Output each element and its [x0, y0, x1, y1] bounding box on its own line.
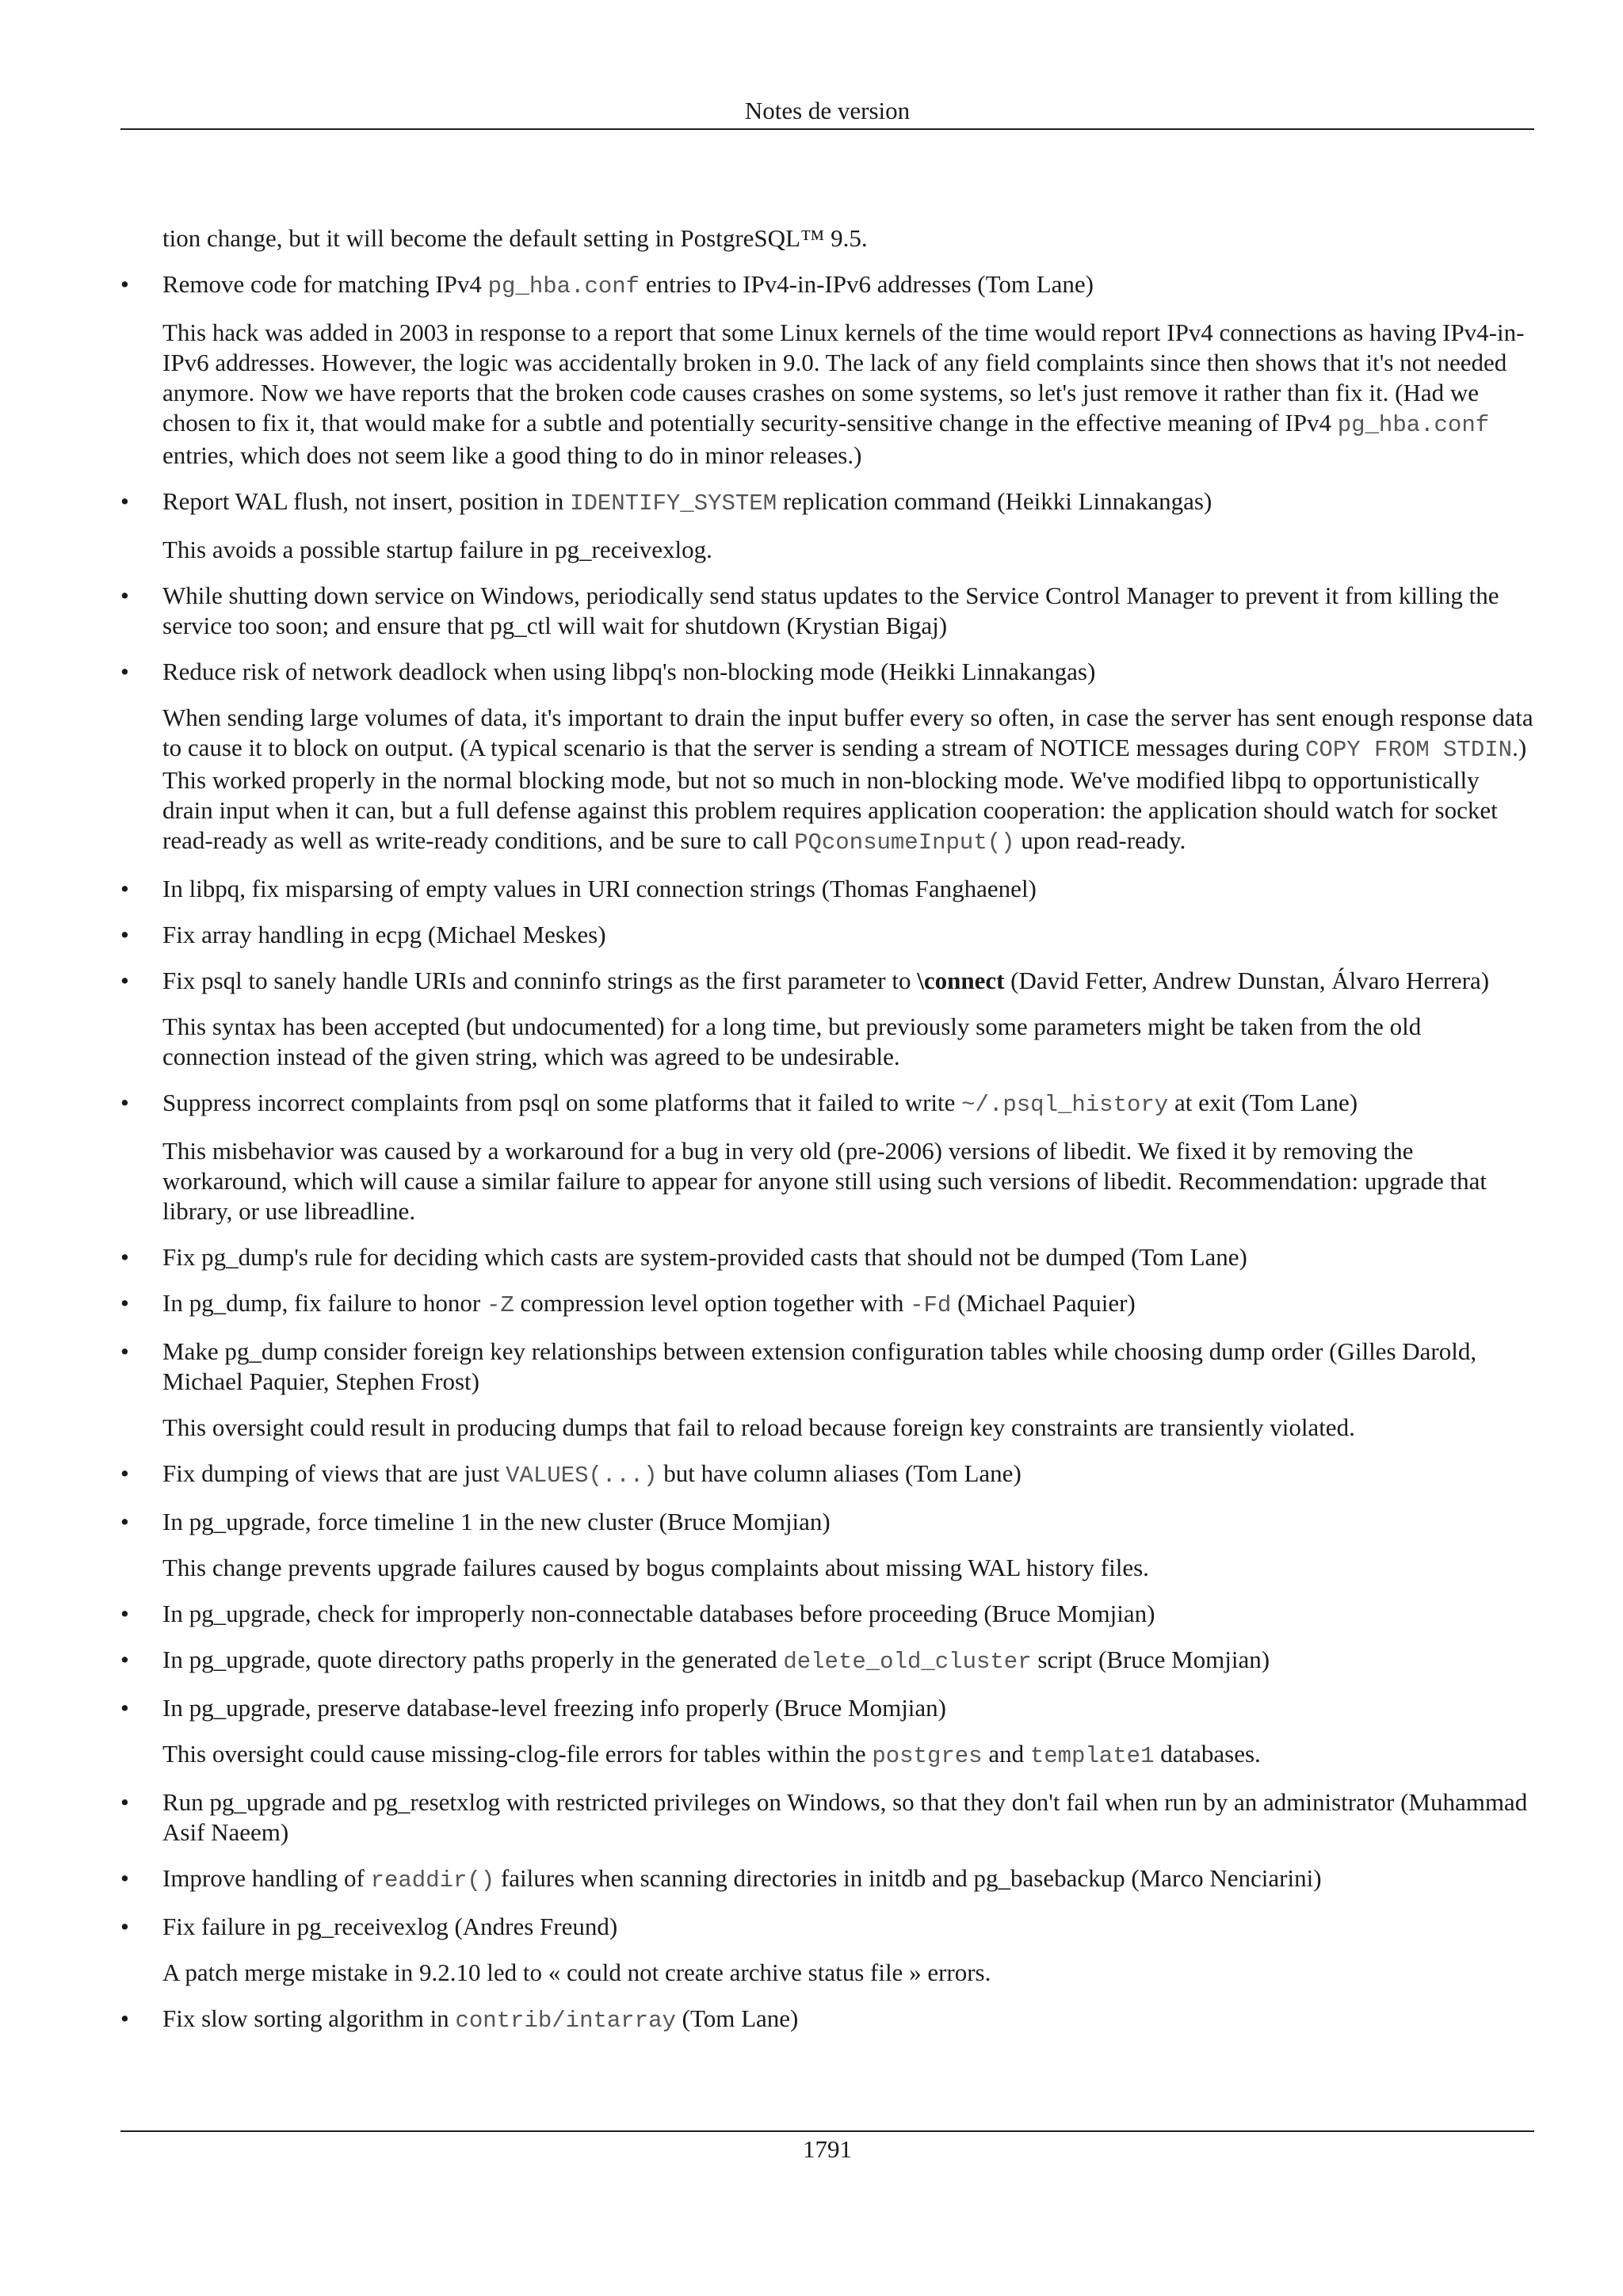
list-item: • Improve handling of readdir() failures when scanning directories in initdb and pg_basebackup (Marco Nenciarini) [120, 1864, 1322, 1894]
list-item: • Report WAL flush, not insert, position in IDENTIFY_SYSTEM replication command (Heikki Linnakangas) [120, 487, 1212, 517]
code-literal: COPY FROM STDIN [1305, 737, 1513, 763]
list-item: • Fix dumping of views that are just VALUES(...) but have column aliases (Tom Lane) [120, 1459, 1022, 1489]
list-item: • In pg_upgrade, check for improperly non-connectable databases before proceeding (Bruce Momjian) [120, 1600, 1155, 1627]
paragraph: This avoids a possible startup failure in pg_receivexlog. [162, 536, 712, 563]
bullet-icon: • [120, 582, 129, 609]
paragraph: tion change, but it will become the default setting in PostgreSQL™ 9.5. [162, 224, 868, 252]
code-literal: readdir() [370, 1867, 495, 1894]
bullet-icon: • [120, 875, 129, 902]
code-literal: postgres [872, 1743, 983, 1769]
paragraph: When sending large volumes of data, it's important to drain the input buffer every so often, in case the server has sent enough response data to cause it to block on output. (A typical scenario is that the server is sending a stream of NOTICE messages during COPY FROM STDIN.) This worked properly in the normal blocking mode, but not so much in non-blocking mode. We've modified libpq to opportunistically drain input when it can, but a full defense against this problem requires application cooperation: the application should watch for socket read-ready as well as write-ready conditions, and be sure to call PQconsumeInput() upon read-ready. [162, 704, 1533, 856]
paragraph: This syntax has been accepted (but undocumented) for a long time, but previously some parameters might be taken from the old connection instead of the given string, which was agreed to be undesirable. [162, 1013, 1422, 1070]
paragraph: This change prevents upgrade failures caused by bogus complaints about missing WAL history files. [162, 1554, 1149, 1581]
list-item: • While shutting down service on Windows, periodically send status updates to the Service Control Manager to prevent it from killing the service too soon; and ensure that pg_ctl will wait for shutdown (Krystian Bigaj) [120, 582, 1499, 639]
list-item: • In pg_upgrade, force timeline 1 in the new cluster (Bruce Momjian) [120, 1508, 831, 1535]
bullet-icon: • [120, 967, 129, 994]
list-item: • Fix failure in pg_receivexlog (Andres Freund) [120, 1913, 618, 1940]
paragraph: This oversight could result in producing dumps that fail to reload because foreign key constraints are transiently violated. [162, 1413, 1355, 1441]
list-item: • Fix pg_dump's rule for deciding which casts are system-provided casts that should not be dumped (Tom Lane) [120, 1243, 1247, 1271]
bullet-icon: • [120, 1694, 129, 1722]
bullet-icon: • [120, 487, 129, 515]
list-item: • Fix array handling in ecpg (Michael Meskes) [120, 921, 606, 948]
command-name: \connect [917, 967, 1005, 994]
bullet-icon: • [120, 1508, 129, 1535]
page-number: 1791 [803, 2135, 852, 2163]
code-literal: contrib/intarray [455, 2008, 676, 2034]
code-literal: PQconsumeInput() [794, 830, 1015, 856]
paragraph: This misbehavior was caused by a workaround for a bug in very old (pre-2006) versions of libedit. We fixed it by removing the workaround, which will cause a similar failure to appear for anyone still using such versions of libedit. Recommendation: upgrade that library, or use libreadline. [162, 1137, 1487, 1225]
list-item: • Fix psql to sanely handle URIs and conninfo strings as the first parameter to \connect (David Fetter, Andrew Dunstan, Álvaro Herrera) [120, 967, 1490, 994]
bullet-icon: • [120, 1089, 129, 1116]
list-item: • In libpq, fix misparsing of empty values in URI connection strings (Thomas Fanghaenel) [120, 875, 1037, 902]
list-item: • Make pg_dump consider foreign key relationships between extension configuration tables while choosing dump order (Gilles Darold, Michael Paquier, Stephen Frost) [120, 1337, 1477, 1395]
bullet-icon: • [120, 1337, 129, 1365]
list-item: • Reduce risk of network deadlock when using libpq's non-blocking mode (Heikki Linnakangas) [120, 658, 1096, 685]
bullet-icon: • [120, 1864, 129, 1892]
bullet-icon: • [120, 2004, 129, 2032]
bullet-icon: • [120, 1600, 129, 1627]
page-header: Notes de version [744, 97, 911, 124]
code-literal: delete_old_cluster [783, 1649, 1032, 1675]
code-literal: -Fd [910, 1292, 952, 1318]
bullet-icon: • [120, 1913, 129, 1940]
list-item: • Remove code for matching IPv4 pg_hba.conf entries to IPv4-in-IPv6 addresses (Tom Lane) [120, 270, 1094, 299]
release-notes-content [120, 223, 1534, 2036]
paragraph: This hack was added in 2003 in response to a report that some Linux kernels of the time would report IPv4 connections as having IPv4-in-IPv6 addresses. However, the logic was accidentally broken in 9.0. The lack of any field complaints since then shows that it's not needed anymore. Now we have reports that the broken code causes crashes on some systems, so let's just remove it rather than fix it. (Had we chosen to fix it, that would make for a subtle and potentially security-sensitive change in the effective meaning of IPv4 pg_hba.conf entries, which does not seem like a good thing to do in minor releases.) [162, 318, 1525, 469]
code-literal: pg_hba.conf [1337, 412, 1490, 438]
bullet-icon: • [120, 270, 129, 298]
code-literal: -Z [486, 1292, 514, 1318]
list-item: • Fix slow sorting algorithm in contrib/intarray (Tom Lane) [120, 2004, 799, 2034]
list-item: • In pg_upgrade, quote directory paths properly in the generated delete_old_cluster script (Bruce Momjian) [120, 1646, 1270, 1675]
bullet-icon: • [120, 1646, 129, 1673]
header-rule [120, 128, 1534, 130]
bullet-icon: • [120, 1289, 129, 1317]
list-item: • In pg_upgrade, preserve database-level freezing info properly (Bruce Momjian) [120, 1694, 947, 1722]
code-literal: VALUES(...) [506, 1463, 658, 1489]
bullet-icon: • [120, 658, 129, 685]
list-item: • In pg_dump, fix failure to honor -Z compression level option together with -Fd (Michael Paquier) [120, 1289, 1136, 1318]
bullet-icon: • [120, 1243, 129, 1271]
code-literal: template1 [1029, 1743, 1155, 1769]
bullet-icon: • [120, 1459, 129, 1487]
list-item: • Run pg_upgrade and pg_resetxlog with restricted privileges on Windows, so that they don't fail when run by an administrator (Muhammad Asif Naeem) [120, 1788, 1528, 1846]
list-item: • Suppress incorrect complaints from psql on some platforms that it failed to write ~/.psql_history at exit (Tom Lane) [120, 1089, 1358, 1118]
code-literal: ~/.psql_history [961, 1092, 1169, 1118]
code-literal: IDENTIFY_SYSTEM [570, 490, 777, 517]
paragraph: A patch merge mistake in 9.2.10 led to « could not create archive status file » errors. [162, 1958, 991, 1986]
paragraph: This oversight could cause missing-clog-file errors for tables within the postgres and template1 databases. [162, 1740, 1261, 1769]
code-literal: pg_hba.conf [487, 273, 640, 299]
bullet-icon: • [120, 921, 129, 948]
bullet-icon: • [120, 1788, 129, 1816]
